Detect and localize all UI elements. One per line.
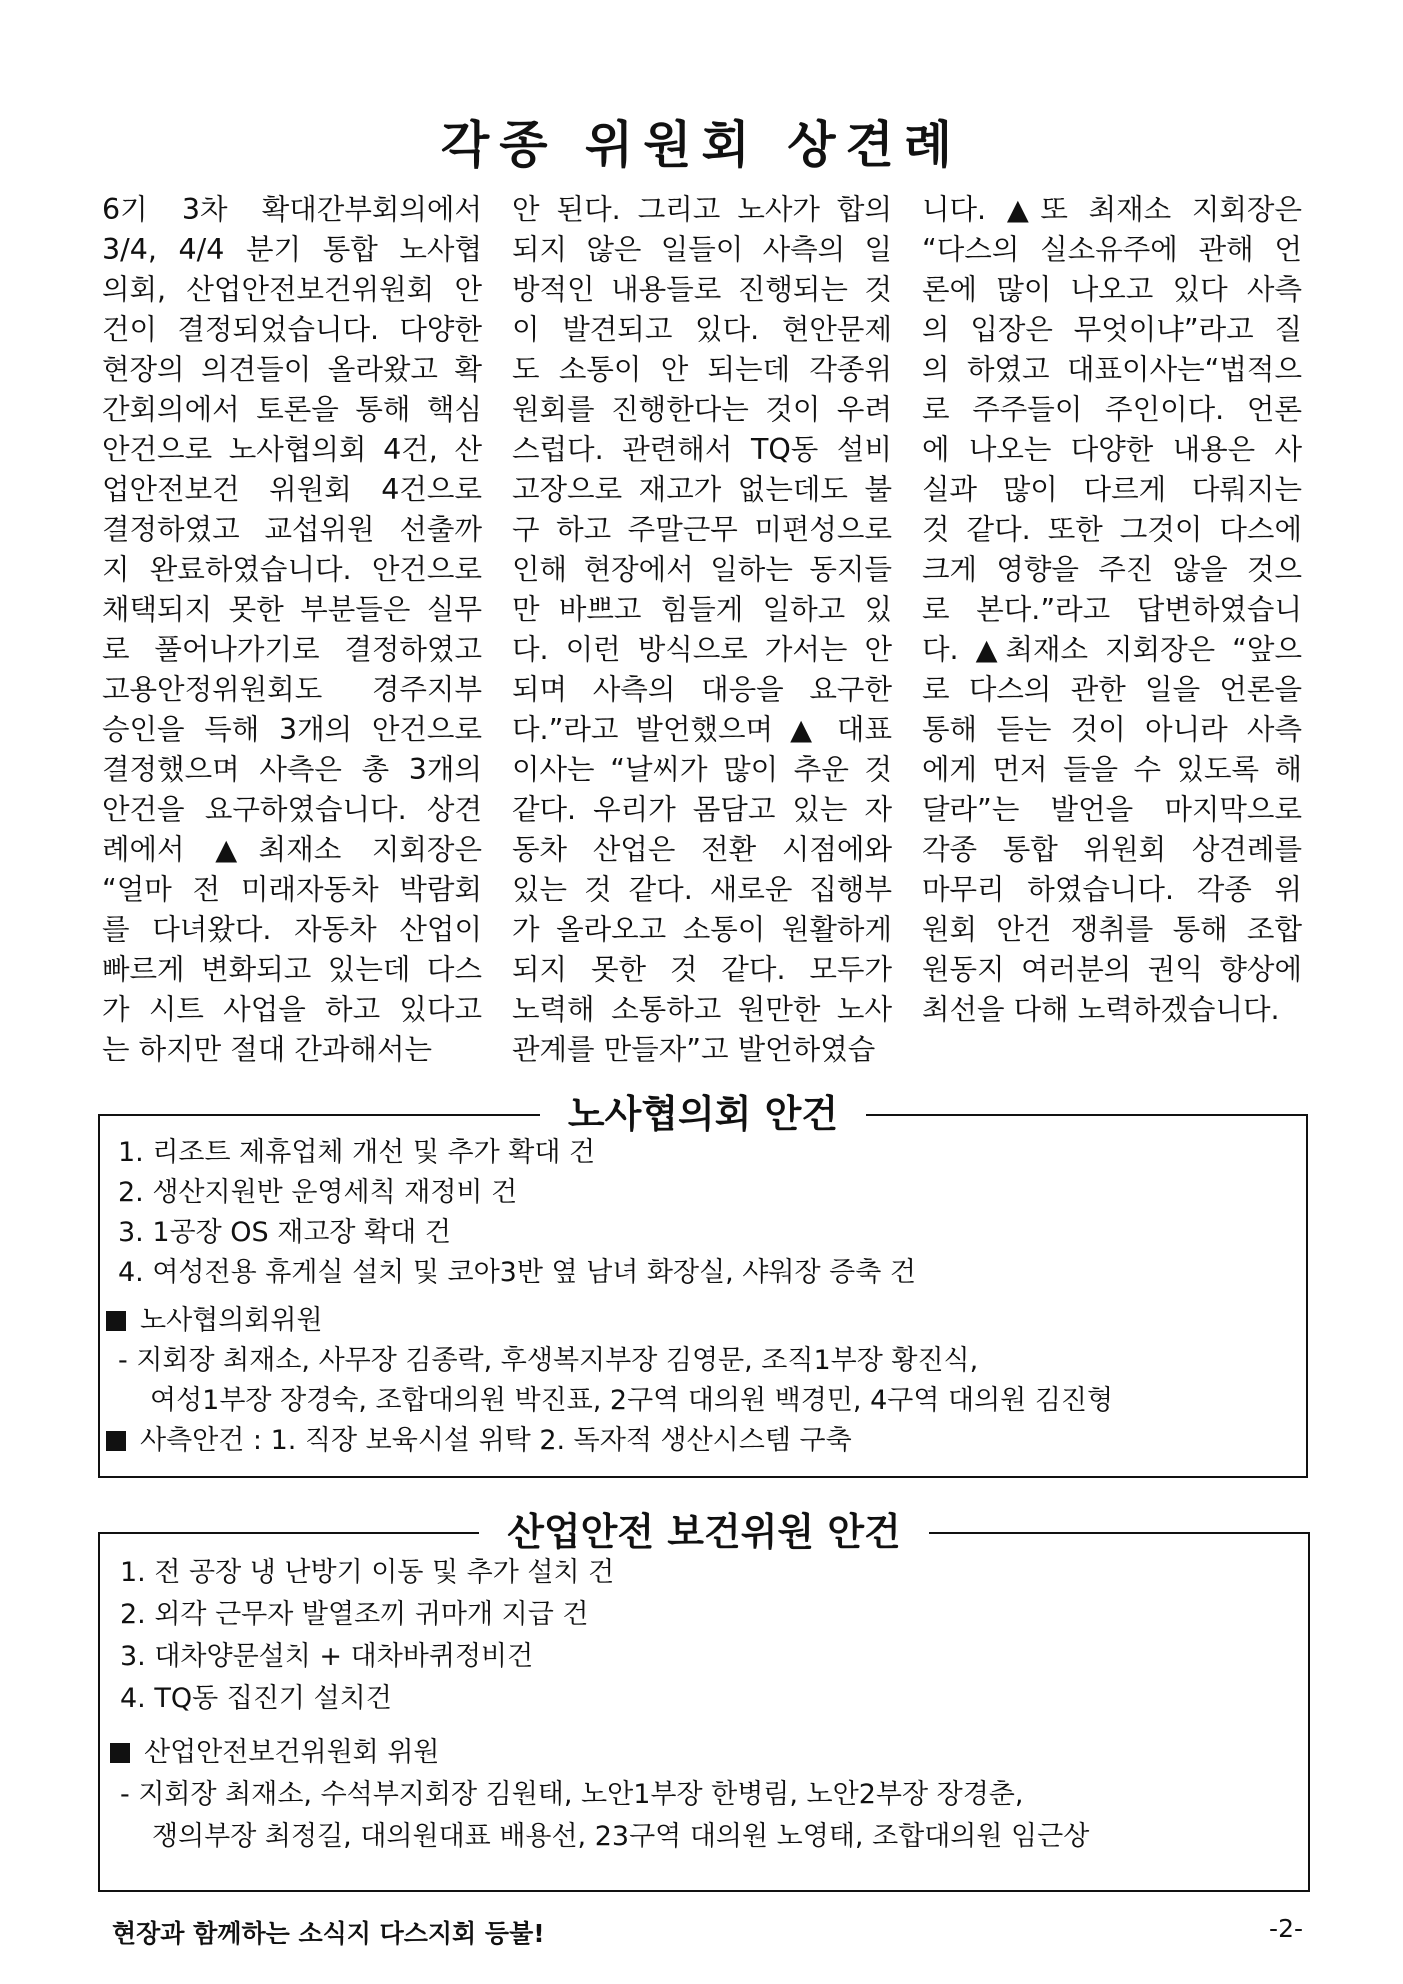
article-line: 로 다스의 관한 일을 언론을 (922, 673, 1302, 706)
page-title: 각종 위원회 상견례 (440, 115, 963, 174)
article-body (102, 190, 1302, 1070)
article-line: 만 바쁘고 힘들게 일하고 있 (512, 593, 892, 626)
safety-committee-members-label: 산업안전보건위원회 위원 (110, 1734, 439, 1772)
article-line: 는 하지만 절대 간과해서는 (102, 1033, 433, 1066)
article-line: “얼마 전 미래자동차 박람회 (102, 873, 482, 906)
article-line: 가 시트 사업을 하고 있다고 (102, 993, 482, 1026)
article-line: 를 다녀왔다. 자동차 산업이 (102, 913, 482, 946)
article-line: 도 소통이 안 되는데 각종위 (512, 353, 892, 386)
article-column-2 (512, 190, 892, 1070)
article-line: 론에 많이 나오고 있다 사측 (922, 273, 1302, 306)
square-bullet-icon (110, 1743, 130, 1763)
article-line: 되지 않은 일들이 사측의 일 (512, 233, 892, 266)
article-line: 3/4, 4/4 분기 통합 노사협 (102, 233, 482, 266)
article-line: 지 완료하였습니다. 안건으로 (102, 553, 482, 586)
article-line: 6기 3차 확대간부회의에서 (102, 193, 482, 226)
article-line: 간회의에서 토론을 통해 핵심 (102, 393, 482, 426)
article-line: 빠르게 변화되고 있는데 다스 (102, 953, 482, 986)
article-line: 채택되지 못한 부분들은 실무 (102, 593, 482, 626)
article-line: 실과 많이 다르게 다뤄지는 (922, 473, 1302, 506)
article-line: 되지 못한 것 같다. 모두가 (512, 953, 892, 986)
article-line: 구 하고 주말근무 미편성으로 (512, 513, 892, 546)
article-line: 이사는 “날씨가 많이 추운 것 (512, 753, 892, 786)
safety-committee-item: 4. TQ동 집진기 설치건 (120, 1683, 392, 1714)
article-line: 원회를 진행한다는 것이 우려 (512, 393, 892, 426)
article-line: 건이 결정되었습니다. 다양한 (102, 313, 482, 346)
article-line: 노력해 소통하고 원만한 노사 (512, 993, 892, 1026)
labor-council-item: 4. 여성전용 휴게실 설치 및 코아3반 옆 남녀 화장실, 샤워장 증축 건 (118, 1257, 916, 1288)
article-line: 로 본다.”라고 답변하였습니 (922, 593, 1302, 626)
safety-committee-heading: 산업안전 보건위원 안건 (479, 1506, 929, 1558)
article-line: 스럽다. 관련해서 TQ동 설비 (512, 433, 892, 466)
article-column-3 (922, 190, 1302, 1030)
article-line: 업안전보건 위원회 4건으로 (102, 473, 482, 506)
article-line: 관계를 만들자”고 발언하였습 (512, 1033, 876, 1066)
labor-council-item: 2. 생산지원반 운영세칙 재정비 건 (118, 1177, 518, 1208)
article-line: “다스의 실소유주에 관해 언 (922, 233, 1302, 266)
square-bullet-icon (106, 1311, 126, 1331)
article-line: 안건으로 노사협의회 4건, 산 (102, 433, 482, 466)
article-line: 에게 먼저 들을 수 있도록 해 (922, 753, 1302, 786)
article-line: 고용안정위원회도 경주지부 (102, 673, 482, 706)
article-line: 원회 안건 쟁취를 통해 조합 (922, 913, 1302, 946)
safety-committee-item: 1. 전 공장 냉 난방기 이동 및 추가 설치 건 (120, 1557, 615, 1588)
article-line: 최선을 다해 노력하겠습니다. (922, 993, 1280, 1026)
labor-council-box (98, 1092, 1308, 1478)
article-line: 결정했으며 사측은 총 3개의 (102, 753, 482, 786)
page-number: -2- (1269, 1914, 1303, 1943)
labor-council-members-line: - 지회장 최재소, 사무장 김종락, 후생복지부장 김영문, 조직1부장 황진식, (118, 1345, 979, 1376)
labor-council-heading: 노사협의회 안건 (540, 1088, 866, 1140)
article-line: 인해 현장에서 일하는 동지들 (512, 553, 892, 586)
labor-council-item: 1. 리조트 제휴업체 개선 및 추가 확대 건 (118, 1137, 596, 1168)
article-line: 이 발견되고 있다. 현안문제 (512, 313, 892, 346)
article-line: 승인을 득해 3개의 안건으로 (102, 713, 482, 746)
safety-committee-item: 3. 대차양문설치 + 대차바퀴정비건 (120, 1641, 534, 1672)
article-line: 의회, 산업안전보건위원회 안 (102, 273, 482, 306)
article-line: 결정하였고 교섭위원 선출까 (102, 513, 482, 546)
article-line: 원동지 여러분의 권익 향상에 (922, 953, 1302, 986)
article-line: 가 올라오고 소통이 원활하게 (512, 913, 892, 946)
article-line: 것 같다. 또한 그것이 다스에 (922, 513, 1302, 546)
article-line: 동차 산업은 전환 시점에와 (512, 833, 892, 866)
article-line: 방적인 내용들로 진행되는 것 (512, 273, 892, 306)
article-line: 니다. ▲또 최재소 지회장은 (922, 193, 1302, 226)
article-line: 현장의 의견들이 올라왔고 확 (102, 353, 482, 386)
safety-committee-item: 2. 외각 근무자 발열조끼 귀마개 지급 건 (120, 1599, 589, 1630)
article-line: 의 입장은 무엇이냐”라고 질 (922, 313, 1302, 346)
article-line: 달라”는 발언을 마지막으로 (922, 793, 1302, 826)
article-line: 있는 것 같다. 새로운 집행부 (512, 873, 892, 906)
labor-council-members-label: 노사협의회위원 (106, 1302, 323, 1340)
article-line: 다. ▲최재소 지회장은 “앞으 (922, 633, 1302, 666)
labor-council-item: 3. 1공장 OS 재고장 확대 건 (118, 1217, 451, 1248)
article-line: 로 풀어나가기로 결정하였고 (102, 633, 482, 666)
article-line: 같다. 우리가 몸담고 있는 자 (512, 793, 892, 826)
square-bullet-icon (106, 1431, 126, 1451)
safety-committee-box (98, 1510, 1310, 1892)
article-line: 례에서 ▲최재소 지회장은 (102, 833, 482, 866)
safety-committee-members-line: - 지회장 최재소, 수석부지회장 김원태, 노안1부장 한병림, 노안2부장 장경춘, (120, 1779, 1024, 1810)
article-line: 안 된다. 그리고 노사가 합의 (512, 193, 892, 226)
footer-slogan: 현장과 함께하는 소식지 다스지회 등불! (112, 1919, 545, 1948)
article-column-1 (102, 190, 482, 1070)
article-line: 에 나오는 다양한 내용은 사 (922, 433, 1302, 466)
article-line: 통해 듣는 것이 아니라 사측 (922, 713, 1302, 746)
article-line: 크게 영향을 주진 않을 것으 (922, 553, 1302, 586)
article-line: 의 하였고 대표이사는“법적으 (922, 353, 1302, 386)
article-line: 안건을 요구하였습니다. 상견 (102, 793, 482, 826)
article-line: 로 주주들이 주인이다. 언론 (922, 393, 1302, 426)
article-line: 다.”라고 발언했으며 ▲ 대표 (512, 713, 892, 746)
company-agenda: 사측안건 : 1. 직장 보육시설 위탁 2. 독자적 생산시스템 구축 (106, 1422, 852, 1460)
article-line: 마무리 하였습니다. 각종 위 (922, 873, 1302, 906)
article-line: 고장으로 재고가 없는데도 불 (512, 473, 892, 506)
safety-committee-members-line: 쟁의부장 최정길, 대의원대표 배용선, 23구역 대의원 노영태, 조합대의원 임근상 (152, 1821, 1090, 1852)
article-line: 각종 통합 위원회 상견례를 (922, 833, 1302, 866)
labor-council-members-line: 여성1부장 장경숙, 조합대의원 박진표, 2구역 대의원 백경민, 4구역 대의원 김진형 (150, 1385, 1114, 1416)
article-line: 다. 이런 방식으로 가서는 안 (512, 633, 892, 666)
article-line: 되며 사측의 대응을 요구한 (512, 673, 892, 706)
